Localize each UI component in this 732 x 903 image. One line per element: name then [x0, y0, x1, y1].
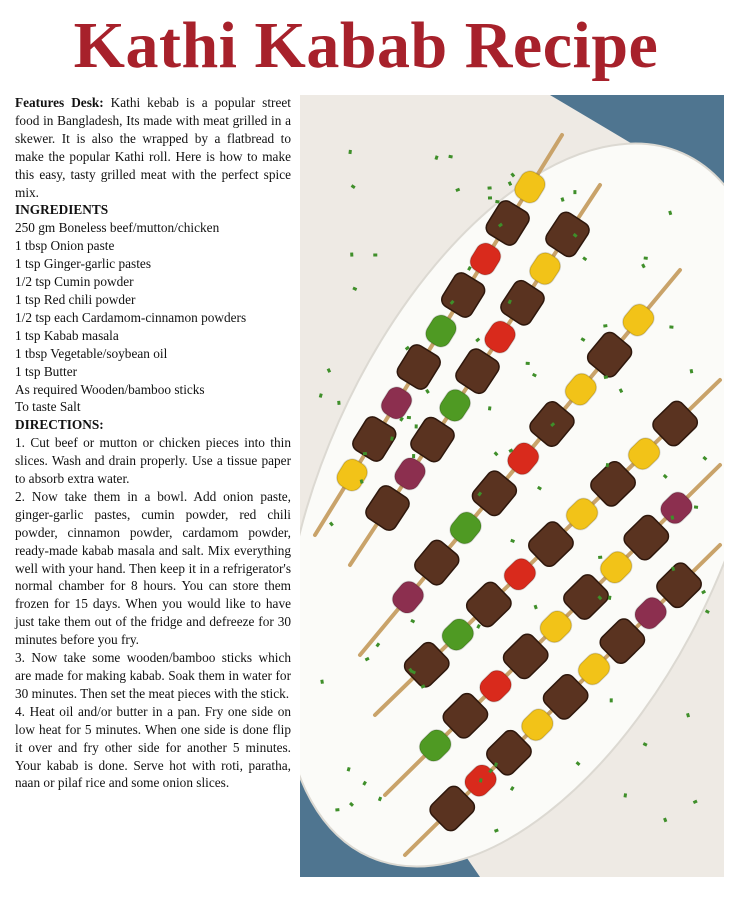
directions-list — [15, 434, 291, 792]
ingredient-item: 1/2 tsp Cumin powder — [15, 274, 134, 290]
ingredient-item: 1 tbsp Onion paste — [15, 238, 115, 254]
parsley-fleck — [573, 190, 576, 194]
parsley-fleck — [487, 186, 491, 189]
directions-heading: DIRECTIONS: — [15, 417, 104, 433]
parsley-fleck — [694, 505, 698, 508]
intro-lead: Features Desk: — [15, 95, 104, 110]
direction-step: 1. Cut beef or mutton or chicken pieces into thin slices. Wash and drain properly. Use a tissue paper to absorb extra water. — [15, 435, 291, 487]
parsley-fleck — [412, 454, 415, 458]
parsley-fleck — [624, 793, 628, 797]
parsley-fleck — [320, 680, 324, 684]
ingredient-item: 1 tsp Ginger-garlic pastes — [15, 256, 151, 272]
kabab-photo — [300, 95, 724, 877]
parsley-fleck — [610, 698, 613, 702]
parsley-fleck — [407, 416, 411, 419]
parsley-fleck — [337, 401, 340, 405]
ingredient-item: 1 tbsp Vegetable/soybean oil — [15, 345, 168, 361]
parsley-fleck — [488, 406, 491, 410]
direction-step: 3. Now take some wooden/bamboo sticks which are made for making kabab. Soak them in water for 30 minutes. Then set the meat pieces with the stick. — [15, 650, 291, 701]
parsley-fleck — [644, 256, 648, 259]
parsley-fleck — [335, 808, 339, 811]
parsley-fleck — [495, 200, 499, 204]
direction-step: 2. Now take them in a bowl. Add onion paste, ginger-garlic pastes, cumin powder, red chili powder, cinnamon powder, cardamom powder, ready-made kabab masala and salt. Mix everything well with your hand. Then keep it in a refrigerator's normal chamber for 8 hours. You can store them frozen for 15 days. When you would like to have just take them out of the fridge and defreeze for 30 minutes before you fry. — [15, 488, 291, 648]
ingredient-item: 250 gm Boneless beef/mutton/chicken — [15, 220, 220, 236]
intro-paragraph — [15, 94, 291, 201]
ingredient-item: As required Wooden/bamboo sticks — [15, 381, 205, 397]
parsley-fleck — [603, 324, 607, 328]
parsley-fleck — [669, 325, 673, 328]
parsley-fleck — [350, 252, 353, 256]
ingredients-list — [15, 219, 291, 416]
parsley-fleck — [488, 196, 492, 199]
parsley-fleck — [363, 452, 367, 456]
ingredient-item: 1 tsp Kabab masala — [15, 327, 119, 343]
ingredients-heading: INGREDIENTS — [15, 202, 109, 218]
ingredient-item: To taste Salt — [15, 399, 81, 415]
parsley-fleck — [415, 424, 418, 428]
parsley-fleck — [526, 362, 530, 365]
parsley-fleck — [348, 150, 351, 154]
ingredient-item: 1 tsp Red chili powder — [15, 291, 136, 307]
parsley-fleck — [390, 436, 394, 440]
ingredient-item: 1/2 tsp each Cardamom-cinnamon powders — [15, 309, 247, 325]
intro-text: Kathi kebab is a popular street food in Bangladesh, Its made with meat grilled in a skewer. It is also the wrapped by a flatbread to make the popular Kathi roll. Here is how to make this easy, tasty grilled meat with the perfect spice mix. — [15, 95, 291, 200]
page-title: Kathi Kabab Recipe — [73, 9, 659, 82]
parsley-fleck — [598, 556, 602, 559]
recipe-article — [15, 94, 291, 792]
kabab-skewers-illustration — [300, 95, 724, 877]
parsley-fleck — [373, 254, 377, 257]
ingredient-item: 1 tsp Butter — [15, 363, 78, 379]
direction-step: 4. Heat oil and/or butter in a pan. Fry one side on low heat for 5 minutes. When one side is done flip it over and fry other side for another 5 minutes. Your kabab is done. Serve hot with roti, paratha, naan or pilaf rice and some onion slices. — [15, 703, 291, 791]
